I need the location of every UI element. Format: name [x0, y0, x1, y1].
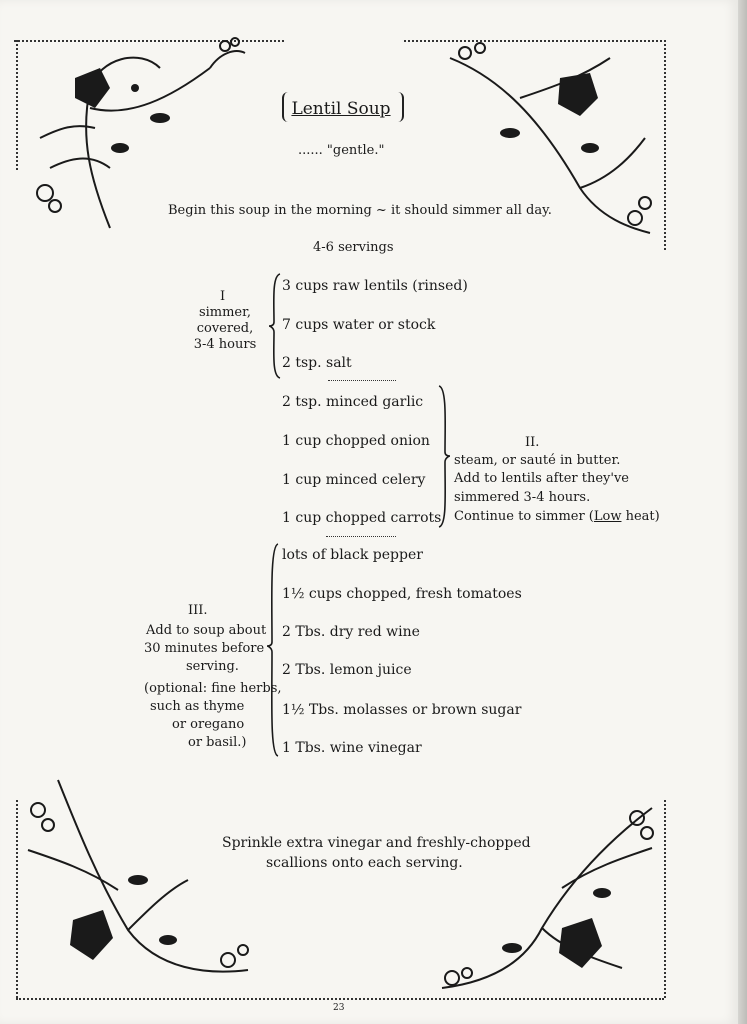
step3-note-line: (optional: fine herbs, — [144, 681, 282, 696]
recipe-title: Lentil Soup — [291, 99, 391, 119]
serving-tip-line: Sprinkle extra vinegar and freshly-chopped — [222, 835, 531, 851]
page-number: 23 — [333, 1003, 345, 1013]
step2-numeral: II. — [525, 435, 540, 450]
ingredient-item: 2 Tbs. dry red wine — [282, 624, 420, 640]
ingredient-item: 1 cup minced celery — [282, 472, 426, 488]
step1-note-line: 3-4 hours — [193, 337, 257, 352]
book-spine — [738, 0, 747, 1024]
step3-note-line: Add to soup about — [146, 623, 267, 638]
ingredient-item: lots of black pepper — [282, 547, 423, 563]
ingredient-item: 2 Tbs. lemon juice — [282, 662, 412, 678]
step2-note-line: Continue to simmer (Low heat) — [454, 509, 660, 524]
low-heat-emphasis: Low — [593, 509, 622, 524]
recipe-subtitle: ...... "gentle." — [298, 143, 385, 158]
bottom-dotted-border — [16, 998, 664, 1000]
step-divider — [326, 536, 396, 537]
ingredient-item: 1 Tbs. wine vinegar — [282, 740, 422, 756]
step3-note-line: 30 minutes before — [144, 641, 265, 656]
step2-note-line: simmered 3-4 hours. — [454, 490, 591, 505]
step3-note-line: or basil.) — [188, 735, 247, 750]
step2-note-line: Add to lentils after they've — [454, 471, 629, 486]
step1-numeral: I — [220, 289, 226, 304]
step3-note-line: or oregano — [172, 717, 245, 732]
ingredient-item: 7 cups water or stock — [282, 317, 436, 333]
step1-note-line: covered, — [196, 321, 254, 336]
left-dotted-border — [16, 40, 18, 170]
ingredient-item: 2 tsp. minced garlic — [282, 394, 424, 410]
ingredient-item: 1½ cups chopped, fresh tomatoes — [282, 586, 522, 602]
step1-brace-icon — [268, 272, 282, 380]
step3-note-line: serving. — [186, 659, 239, 674]
bottom-right-floral-icon — [432, 798, 662, 998]
step1-note-line: simmer, — [198, 305, 252, 320]
ingredient-item: 1 cup chopped onion — [282, 433, 430, 449]
ingredient-item: 3 cups raw lentils (rinsed) — [282, 278, 468, 294]
bottom-left-floral-icon — [18, 770, 258, 990]
intro-text: Begin this soup in the morning ~ it should simmer all day. — [168, 203, 552, 218]
ingredient-item: 2 tsp. salt — [282, 355, 352, 371]
step2-note-line: steam, or sauté in butter. — [454, 453, 621, 468]
step-divider — [328, 380, 396, 381]
step3-note-line: such as thyme — [150, 699, 245, 714]
ingredient-item: 1½ Tbs. molasses or brown sugar — [282, 702, 522, 718]
ingredient-item: 1 cup chopped carrots — [282, 510, 442, 526]
bottom-right-dotted-border — [664, 800, 666, 998]
step2-brace-icon — [437, 384, 451, 529]
serving-tip-line: scallions onto each serving. — [266, 855, 463, 871]
step3-numeral: III. — [188, 603, 208, 618]
right-dotted-border — [664, 40, 666, 250]
step3-brace-icon — [266, 542, 280, 758]
servings-text: 4-6 servings — [313, 240, 394, 255]
